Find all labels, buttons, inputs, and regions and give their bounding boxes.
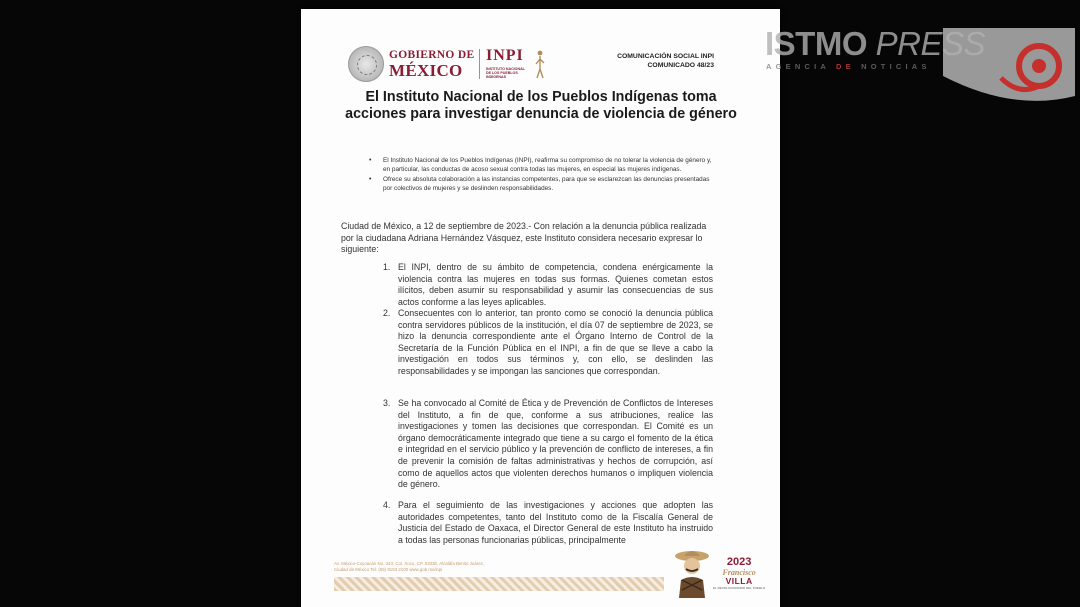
- watermark-title: [765, 24, 985, 64]
- watermark-press: PRESS: [875, 25, 986, 62]
- item-number: 2.: [383, 308, 391, 318]
- address-line: Ciudad de México Tel. (55) 9183 2100 www.gob.mx/inpi: [334, 567, 443, 573]
- inpi-subtitle: INSTITUTO NACIONAL DE LOS PUEBLOS INDÍGENAS: [486, 67, 525, 80]
- comunicacion-label: COMUNICACIÓN SOCIAL INPI: [617, 53, 714, 60]
- numbered-item: El INPI, dentro de su ámbito de competencia, condena enérgicamente la violencia contra las mujeres en todas sus formas. Quienes cometan estos ilícitos, deben asumir su responsabilidad y asumir las consecuencias de sus actos conforme a las leyes aplicables.: [398, 262, 713, 307]
- watermark-subtitle: [766, 62, 931, 71]
- footer-address: [334, 561, 484, 573]
- villa-first-name: Francisco: [722, 568, 756, 577]
- numbered-item: Se ha convocado al Comité de Ética y de Prevención de Conflictos de Intereses del Instituto, a fin de que, conforme a sus atribuciones, realice las investigaciones y tomen las decisiones que correspondan. El Comité es un órgano democráticamente integrado que tiene a su cargo el fomento de la ética e integridad en el servicio público y la prevención de conflicto de intereses, a fin de prevenir la comisión de faltas administrativas y hechos de corrupción, así como de aquellos actos que violenten derechos humanos o impliquen violencia de género.: [398, 398, 713, 490]
- comunicado-number: COMUNICADO 48/23: [647, 62, 714, 69]
- watermark-agencia: AGENCIA: [766, 62, 830, 71]
- item-number: 4.: [383, 500, 391, 510]
- gobierno-line1: GOBIERNO DE: [389, 49, 475, 61]
- summary-bullets: [383, 157, 715, 196]
- watermark-istmo: ISTMO: [765, 25, 867, 62]
- francisco-villa-portrait-icon: [673, 546, 711, 598]
- header-divider: [479, 49, 480, 79]
- watermark-noticias: NOTICIAS: [861, 62, 931, 71]
- summary-bullet: • El Instituto Nacional de los Pueblos Indígenas (INPI), reafirma su compromiso de no tolerar la violencia de género y, en particular, las conductas de acoso sexual contra todas las mujeres, en especial las mujeres indígenas.: [383, 157, 715, 174]
- villa-year: 2023: [726, 556, 752, 568]
- gobierno-de-mexico-logo: [389, 49, 474, 80]
- mexico-seal-icon: [348, 46, 384, 82]
- gobierno-line2: MÉXICO: [389, 61, 463, 80]
- numbered-item: Consecuentes con lo anterior, tan pronto como se conoció la denuncia pública contra servidores públicos de la institución, el día 07 de septiembre de 2023, se hizo la denuncia correspondiente ante el Órgano Interno de Control de la Secretaría de la Función Pública en el INPI, a fin de que se lleve a cabo la investigación en todos sus términos y, con ello, se deslinden las responsabilidades y se impongan las sanciones que correspondan.: [398, 308, 713, 376]
- summary-bullet: • Ofrece su absoluta colaboración a las instancias competentes, para que se esclarezcan las denuncias presentadas por colectivos de mujeres y se deslinden responsabilidades.: [383, 176, 715, 193]
- communique-header: [617, 52, 714, 70]
- villa-subtitle: EL REVOLUCIONARIO DEL PUEBLO: [713, 586, 766, 590]
- villa-last-name: VILLA: [725, 576, 753, 586]
- item-number: 3.: [383, 398, 391, 408]
- inpi-logo: INPI: [486, 47, 524, 64]
- press-release-page: [301, 9, 780, 607]
- francisco-villa-logo: [713, 557, 765, 590]
- numbered-item: Para el seguimiento de las investigaciones y acciones que adopten las autoridades competentes, tanto del Instituto como de la Fiscalía General de Justicia del Estado de Oaxaca, el Director General de este Instituto ha instruido a todas las personas funcionarias públicas, principalmente: [398, 500, 713, 545]
- document-title: El Instituto Nacional de los Pueblos Indígenas toma acciones para investigar denuncia de violencia de género: [345, 89, 737, 122]
- watermark-de: DE: [836, 62, 855, 71]
- intro-paragraph: Ciudad de México, a 12 de septiembre de 2023.- Con relación a la denuncia pública realizada por la ciudadana Adriana Hernández Vásquez, este Instituto considera necesario expresar lo siguiente:: [341, 221, 707, 255]
- inpi-figure-icon: [533, 49, 547, 79]
- address-line: Av. México-Coyoacán No. 343, Col. Xoco, CP. 03330, Alcaldía Benito Juárez,: [334, 561, 485, 566]
- item-number: 1.: [383, 262, 391, 272]
- decorative-stripe: [334, 577, 664, 591]
